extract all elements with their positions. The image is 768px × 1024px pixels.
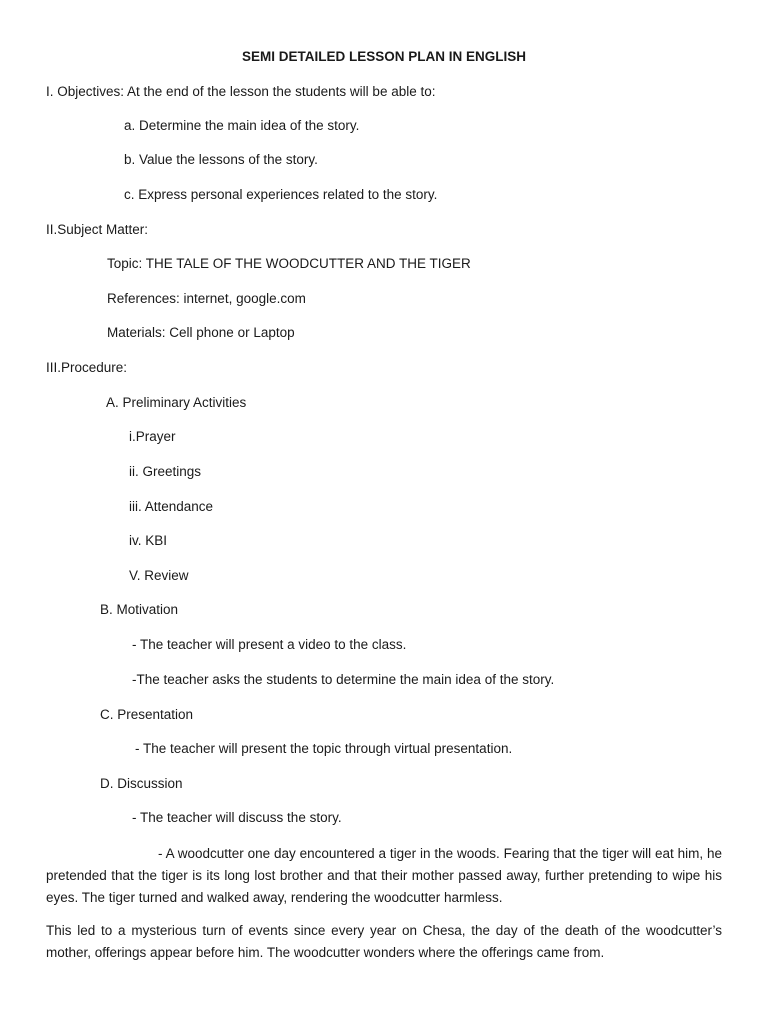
preliminary-item: iv. KBI [129,533,168,548]
objectives-heading: I. Objectives: At the end of the lesson the students will be able to: [46,84,436,99]
procedure-heading: III.Procedure: [46,360,128,375]
story-paragraph: This led to a mysterious turn of events since every year on Chesa, the day of the death of the woodcutter’s mother, offerings appear before him. The woodcutter wonders where the offerings came from. [46,923,722,960]
preliminary-item: i.Prayer [129,429,176,444]
story-paragraph: - A woodcutter one day encountered a tiger in the woods. Fearing that the tiger will eat him, he pretended that the tiger is its long lost brother and that their mother passed away, further pretending to wipe his eyes. The tiger turned and walked away, rendering the woodcutter harmless. [46,846,722,905]
motivation-item: -The teacher asks the students to determine the main idea of the story. [132,672,555,687]
subject-references: References: internet, google.com [107,291,306,306]
objective-item: a. Determine the main idea of the story. [124,118,360,133]
objective-item: b. Value the lessons of the story. [124,152,318,167]
discussion-item: - The teacher will discuss the story. [132,810,342,825]
motivation-label: B. Motivation [100,602,179,617]
document-title: SEMI DETAILED LESSON PLAN IN ENGLISH [241,49,527,64]
subject-materials: Materials: Cell phone or Laptop [107,325,295,340]
preliminary-activities-label: A. Preliminary Activities [106,395,247,410]
discussion-label: D. Discussion [100,776,183,791]
preliminary-item: ii. Greetings [129,464,202,479]
preliminary-item: V. Review [129,568,189,583]
presentation-item: - The teacher will present the topic through virtual presentation. [135,741,513,756]
subject-topic: Topic: THE TALE OF THE WOODCUTTER AND THE TIGER [107,256,471,271]
objective-item: c. Express personal experiences related to the story. [124,187,438,202]
subject-matter-heading: II.Subject Matter: [46,222,149,237]
preliminary-item: iii. Attendance [129,499,214,514]
presentation-label: C. Presentation [100,707,194,722]
motivation-item: - The teacher will present a video to the class. [132,637,407,652]
